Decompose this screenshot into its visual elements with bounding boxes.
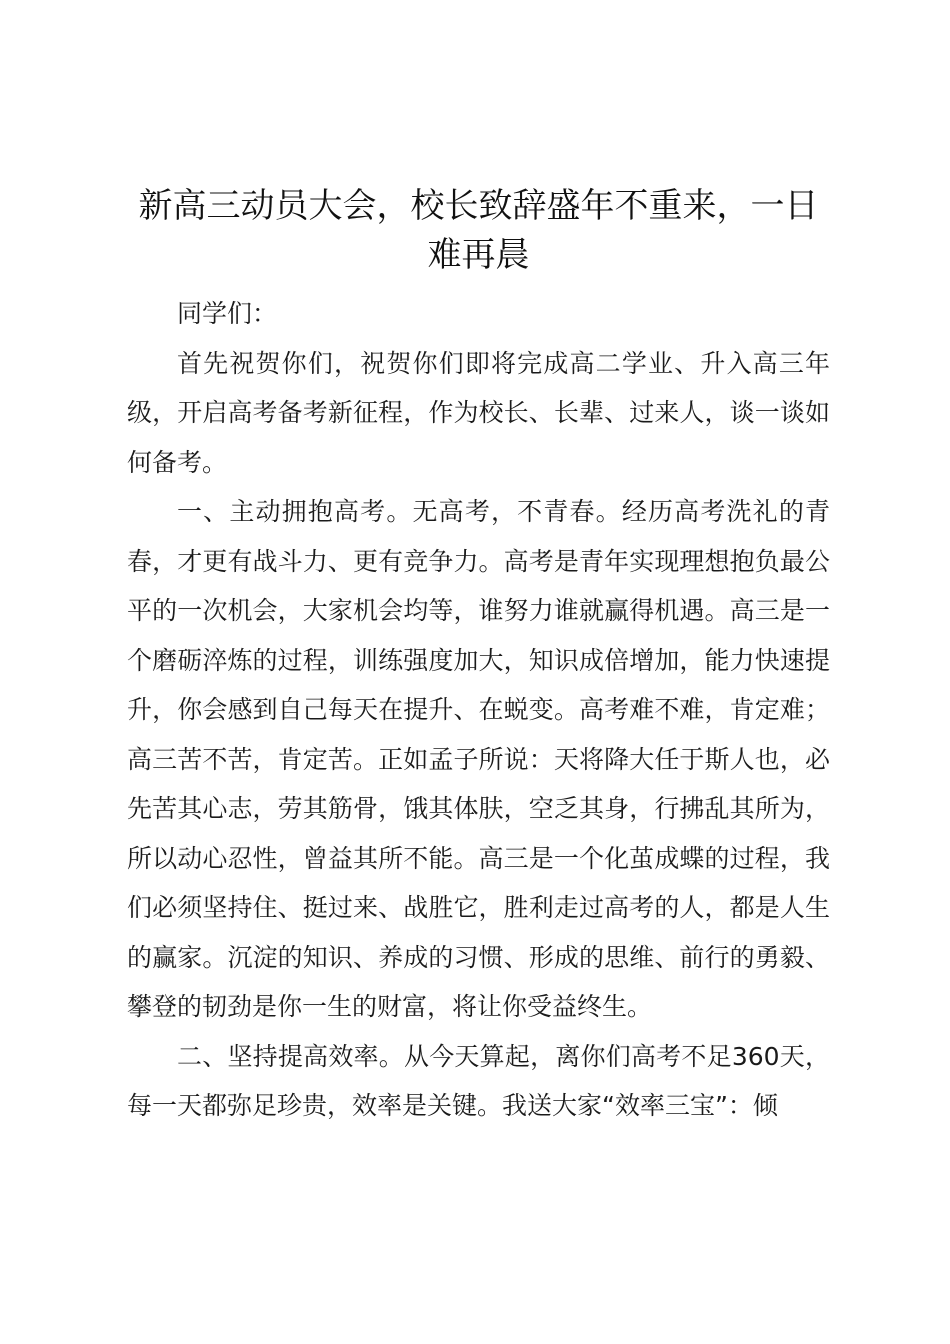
- document-page: [127, 182, 830, 1131]
- salutation: 同学们：: [177, 299, 278, 328]
- paragraph-section-two: 二、坚持提高效率。从今天算起，离你们高考不足360天，每一天都弥足珍贵，效率是关键。我送大家“效率三宝”：倾: [127, 1041, 830, 1120]
- document-title: 新高三动员大会，校长致辞盛年不重来，一日难再晨: [138, 186, 819, 275]
- paragraph-intro: 首先祝贺你们，祝贺你们即将完成高二学业、升入高三年级，开启高考备考新征程，作为校长、长辈、过来人，谈一谈如何备考。: [127, 348, 830, 477]
- paragraph-section-one: 一、主动拥抱高考。无高考，不青春。经历高考洗礼的青春，才更有战斗力、更有竞争力。高考是青年实现理想抱负最公平的一次机会，大家机会均等，谁努力谁就赢得机遇。高三是一个磨砺淬炼的过程，训练强度加大，知识成倍增加，能力快速提升，你会感到自己每天在提升、在蜕变。高考难不难，肯定难；高三苦不苦，肯定苦。正如孟子所说：天将降大任于斯人也，必先苦其心志，劳其筋骨，饿其体肤，空乏其身，行拂乱其所为，所以动心忍性，曾益其所不能。高三是一个化茧成蝶的过程，我们必须坚持住、挺过来、战胜它，胜利走过高考的人，都是人生的赢家。沉淀的知识、养成的习惯、形成的思维、前行的勇毅、攀登的韧劲是你一生的财富，将让你受益终生。: [127, 497, 830, 1021]
